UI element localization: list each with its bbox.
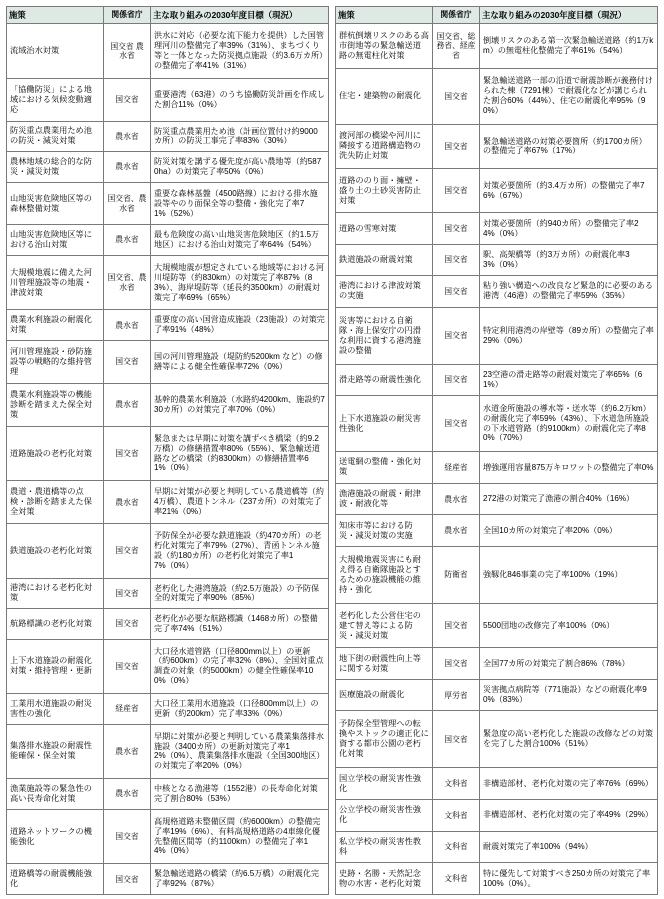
target-cell: 5500団地の改修完了率100%（0%） (480, 604, 658, 648)
ministry-cell: 国交省 (104, 524, 151, 578)
ministry-cell: 文科省 (433, 799, 480, 831)
measure-cell: 山地災害危険地区等の森林整備対策 (7, 182, 104, 224)
ministry-cell: 国交省 (104, 426, 151, 480)
measure-cell: 防災重点農業用ため池の防災・減災対策 (7, 121, 104, 152)
target-cell: 特定利用港湾の岸壁等（89カ所）の整備完了率29%（0%） (480, 307, 658, 364)
ministry-cell: 厚労省 (433, 679, 480, 710)
ministry-cell: 文科省 (433, 863, 480, 895)
measure-cell: 予防保全型管理への転換やストックの適正化に資する都市公園の老朽化対策 (336, 711, 433, 768)
table-row (7, 609, 329, 639)
table-row (7, 341, 329, 384)
header-measure: 施策 (336, 7, 433, 24)
target-cell: 緊急輸送道路一部の沿道で耐震診断が義務付けられた棟（7291棟）で耐震化などが講じられた割合60%（44%）、住宅の耐震化率95%（90%） (480, 68, 658, 124)
target-cell: 緊急輸送道路の対策必要箇所（約1700カ所）の整備完了率67%（17%） (480, 124, 658, 168)
measure-cell: 農業水利施設等の機能診断を踏まえた保全対策 (7, 383, 104, 426)
ministry-cell: 国交省 (433, 604, 480, 648)
header-target: 主な取り組みの2030年度目標（現況） (151, 7, 329, 24)
target-cell: 粘り強い構造への改良など緊急的に必要のある港湾（46港）の整備完了率59%（35%） (480, 276, 658, 308)
target-cell: 272港の対策完了漁港の割合40%（16%） (480, 483, 658, 515)
measure-cell: 港湾における津波対策の実施 (336, 276, 433, 308)
ministry-cell: 文科省 (433, 831, 480, 863)
ministry-cell: 国交省 (433, 169, 480, 213)
measure-cell: 滑走路等の耐震性強化 (336, 364, 433, 395)
table-row (336, 604, 658, 648)
measure-cell: 漁業施設等の緊急性の高い長寿命化対策 (7, 779, 104, 810)
target-cell: 予防保全が必要な鉄道施設（約470カ所）の老朽化対策完了率79%（27%）、青函トンネル施設（約180カ所）の老朽化対策完了率17%（0%） (151, 524, 329, 578)
measure-cell: 史跡・名勝・天然記念物の水害・老朽化対策 (336, 863, 433, 895)
target-cell: 特に優先して対策すべき250カ所の対策完了率100%（0%）。 (480, 863, 658, 895)
measure-cell: 道路の雪寒対策 (336, 213, 433, 244)
ministry-cell: 国交省、総務省、経産省 (433, 24, 480, 68)
table-row (7, 524, 329, 578)
target-cell: 対策必要箇所（約940カ所）の整備完了率24%（0%） (480, 213, 658, 244)
table-row (7, 426, 329, 480)
target-cell: 緊急または早期に対策を講ずべき橋梁（約9.2万橋）の修繕措置率80%（55%）、緊急輸送道路などの橋梁（約8300km）の修繕措置率61%（0%） (151, 426, 329, 480)
ministry-cell: 国交省 (433, 124, 480, 168)
measure-cell: 上下水道施設の耐震化対策・維持管理・更新 (7, 639, 104, 693)
ministry-cell: 国交省 (433, 395, 480, 451)
measure-cell: 上下水道施設の耐災害性強化 (336, 395, 433, 451)
table-row (7, 24, 329, 78)
table-row (7, 779, 329, 810)
table-row (7, 121, 329, 152)
target-cell: 早期に対策が必要と判明している農道橋等（約4万橋）、農道トンネル（237カ所）の対策完了率21%（0%） (151, 481, 329, 524)
table-row (7, 310, 329, 341)
measure-cell: 農道・農道橋等の点検・診断を踏まえた保全対策 (7, 481, 104, 524)
ministry-cell: 国交省 (433, 307, 480, 364)
target-cell: 重要度の高い国営造成施設（23施設）の対策完了率91%（48%） (151, 310, 329, 341)
ministry-cell: 農水省 (433, 483, 480, 515)
measure-cell: 私立学校の耐災害性教科 (336, 831, 433, 863)
ministry-cell: 経産省 (104, 694, 151, 725)
table-header-row (336, 7, 658, 24)
ministry-cell: 国交省 (433, 648, 480, 680)
measure-cell: 群杭倒壊リスクのある高市街地等の緊急輸送道路の無電柱化対策 (336, 24, 433, 68)
ministry-cell: 国交省 (433, 711, 480, 768)
measure-cell: 国立学校の耐災害性強化 (336, 768, 433, 800)
ministry-cell: 国交省 (104, 78, 151, 121)
ministry-cell: 農水省 (104, 724, 151, 778)
table-row (336, 276, 658, 308)
right-table-body (336, 24, 658, 895)
target-cell: 全国10カ所の対策完了率20%（0%） (480, 515, 658, 547)
table-row (336, 648, 658, 680)
measure-cell: 道路橋等の耐震機能強化 (7, 864, 104, 895)
measure-cell: 港湾における老朽化対策 (7, 578, 104, 609)
measure-cell: 鉄道施設の耐震対策 (336, 244, 433, 275)
table-row (7, 724, 329, 778)
target-cell: 水道金所施設の導水等・送水等（約6.2万km）の耐震化完了率59%（43%）、下水道急所施設の下水道管路（約9100km）の耐震化完了率80%（70%） (480, 395, 658, 451)
measure-cell: 道路施設の老朽化対策 (7, 426, 104, 480)
measure-cell: 「協働防災」による地域における気候変動適応 (7, 78, 104, 121)
header-target: 主な取り組みの2030年度目標（現況） (480, 7, 658, 24)
ministry-cell: 国交省 (104, 609, 151, 639)
measure-cell: 渡河部の橋梁や河川に隣接する道路構造物の洗失防止対策 (336, 124, 433, 168)
target-cell: 中核となる漁港等（1552港）の長寿命化対策完了割合80%（53%） (151, 779, 329, 810)
table-row (7, 152, 329, 183)
table-row (7, 578, 329, 609)
target-cell: 老朽化した港湾施設（約2.5万施設）の予防保全的対策完了率90%（85%） (151, 578, 329, 609)
ministry-cell: 国交省、農水省 (104, 182, 151, 224)
ministry-cell: 国交省 (433, 244, 480, 275)
target-cell: 重要な森林基盤（4500路線）における排水施設等やのり面保全等の整備・強化完了率71%（52%） (151, 182, 329, 224)
measure-cell: 大規模地震災害にも耐え得る自衛隊施設とするための施設機能の維持・強化 (336, 547, 433, 604)
table-row (7, 481, 329, 524)
header-ministry: 関係省庁 (433, 7, 480, 24)
ministry-cell: 国交省 (104, 341, 151, 384)
measure-cell: 河川管理施設・砂防施設等の戦略的な維持管理 (7, 341, 104, 384)
measure-cell: 老朽化した公営住宅の建て替え等による防災・減災対策 (336, 604, 433, 648)
left-table-body (7, 24, 329, 895)
target-cell: 国の河川管理施設（堤防約5200km など）の修繕等による健全性確保率72%（0%） (151, 341, 329, 384)
table-row (336, 395, 658, 451)
measure-cell: 公立学校の耐災害性強化 (336, 799, 433, 831)
target-cell: 防災対策を講ずる優先度が高い農地等（約5870ha）の対策完了率50%（0%） (151, 152, 329, 183)
table-row (336, 452, 658, 484)
header-ministry: 関係省庁 (104, 7, 151, 24)
right-table-head (336, 7, 658, 24)
measure-cell: 道路ネットワークの機能強化 (7, 809, 104, 863)
ministry-cell: 国交省 (433, 68, 480, 124)
ministry-cell: 国交省 農水省 (104, 24, 151, 78)
target-cell: 非構造部材、老朽化対策の完了率76%（69%） (480, 768, 658, 800)
table-row (336, 547, 658, 604)
measure-cell: 知床市等における防災・減災対策の実施 (336, 515, 433, 547)
measure-cell: 送電網の整備・強化対策 (336, 452, 433, 484)
target-cell: 緊急度の高い老朽化した施設の改修などの対策を完了した割合100%（51%） (480, 711, 658, 768)
ministry-cell: 農水省 (104, 152, 151, 183)
table-row (336, 483, 658, 515)
ministry-cell: 農水省 (433, 515, 480, 547)
table-row (7, 864, 329, 895)
target-cell: 防災重点農業用ため池（計画位置付け約9000カ所）の防災工事完了率83%（30%） (151, 121, 329, 152)
left-table-head (7, 7, 329, 24)
measure-cell: 山地災害危険地区等における治山対策 (7, 225, 104, 256)
ministry-cell: 文科省 (433, 768, 480, 800)
target-cell: 23空港の滑走路等の耐震対策完了率65%（61%） (480, 364, 658, 395)
measure-cell: 航路標識の老朽化対策 (7, 609, 104, 639)
target-cell: 災害拠点病院等（771施設）などの耐震化率90%（83%） (480, 679, 658, 710)
table-header-row (7, 7, 329, 24)
target-cell: 大口径水道管路（口径800mm以上）の更新（約600km）の完了率32%（8%）、全国対重点調査の対象（約5000km）の健全性確保率100%（0%） (151, 639, 329, 693)
measure-cell: 住宅・建築物の耐震化 (336, 68, 433, 124)
table-row (7, 225, 329, 256)
measure-cell: 道路ののり面・擁壁・盛り土の土砂災害防止対策 (336, 169, 433, 213)
table-row (336, 68, 658, 124)
target-cell: 重要港湾（63港）のうち協働防災計画を作成した割合11%（0%） (151, 78, 329, 121)
table-row (7, 182, 329, 224)
target-cell: 対策必要箇所（約3.4万カ所）の整備完了率76%（67%） (480, 169, 658, 213)
table-row (336, 863, 658, 895)
ministry-cell: 農水省 (104, 225, 151, 256)
ministry-cell: 農水省 (104, 383, 151, 426)
ministry-cell: 農水省 (104, 779, 151, 810)
target-cell: 老朽化が必要な航路標識（1468カ所）の整備完了率74%（51%） (151, 609, 329, 639)
measure-cell: 集落排水施設の耐震性能確保・保全対策 (7, 724, 104, 778)
measure-cell: 工業用水道施設の耐災害性の強化 (7, 694, 104, 725)
table-row (336, 799, 658, 831)
right-table (335, 6, 658, 895)
target-cell: 洪水に対応（必要な流下能力を提供）した国管理河川の整備完了率39%（31%）、まちづくり等と一体となった防災拠点施設（約3.6万カ所）の整備完了率41%（31%） (151, 24, 329, 78)
target-cell: 緊急輸送道路の橋梁（約6.5万橋）の耐震化完了率92%（87%） (151, 864, 329, 895)
target-cell: 早期に対策が必要と判明している農業集落排水施設（3400カ所）の更新対策完了率12%（0%）、農業集落排水施設（全国300地区）の対策完了率20%（0%） (151, 724, 329, 778)
target-cell: 倒壊リスクのある第一次緊急輸送道路（約1万km）の無電柱化整備完了率61%（54%） (480, 24, 658, 68)
ministry-cell: 経産省 (433, 452, 480, 484)
ministry-cell: 農水省 (104, 481, 151, 524)
ministry-cell: 防衛省 (433, 547, 480, 604)
table-row (336, 24, 658, 68)
target-cell: 強靱化846事業の完了率100%（19%） (480, 547, 658, 604)
header-measure: 施策 (7, 7, 104, 24)
target-cell: 耐震対策完了率100%（94%） (480, 831, 658, 863)
ministry-cell: 国交省 (104, 578, 151, 609)
table-row (336, 711, 658, 768)
table-row (336, 768, 658, 800)
measure-cell: 地下街の耐震性向上等に関する対策 (336, 648, 433, 680)
target-cell: 駅、高架橋等（約3万カ所）の耐震化率33%（0%） (480, 244, 658, 275)
ministry-cell: 国交省、農水省 (104, 255, 151, 309)
ministry-cell: 国交省 (433, 213, 480, 244)
table-row (336, 169, 658, 213)
table-row (336, 244, 658, 275)
target-cell: 大規模地震が想定されている地域等における河川堤防等（約830km）の対策完了率87%（83%）、海岸堤防等（延長約3500km）の耐震対策完了率69%（65%） (151, 255, 329, 309)
target-cell: 最も危険度の高い山地災害危険地区（約1.5万地区）における治山対策完了率64%（54%） (151, 225, 329, 256)
target-cell: 増強運用容量875万キロワットの整備完了率0% (480, 452, 658, 484)
table-row (336, 364, 658, 395)
table-row (336, 831, 658, 863)
measure-cell: 災害等における自衛隊・海上保安庁の円滑な利用に資する港湾施設の整備 (336, 307, 433, 364)
ministry-cell: 国交省 (433, 276, 480, 308)
measure-cell: 医療施設の耐震化 (336, 679, 433, 710)
ministry-cell: 国交省 (104, 639, 151, 693)
table-row (7, 255, 329, 309)
target-cell: 全国77カ所の対策完了割合86%（78%） (480, 648, 658, 680)
table-row (7, 809, 329, 863)
target-cell: 高規格道路未整備区間（約6000km）の整備完了率19%（6%）、有料高規格道路の4車線化優先整備区間等（約1100km）の整備完了率14%（0%） (151, 809, 329, 863)
measure-cell: 農林地域の総合的な防災・減災対策 (7, 152, 104, 183)
table-row (336, 213, 658, 244)
ministry-cell: 農水省 (104, 121, 151, 152)
ministry-cell: 農水省 (104, 310, 151, 341)
measure-cell: 漁港施設の耐震・耐津波・耐液化等 (336, 483, 433, 515)
measure-cell: 流域治水対策 (7, 24, 104, 78)
target-cell: 大口径工業用水道施設（口径800mm以上）の更新（約200km）完了率33%（0%） (151, 694, 329, 725)
table-row (7, 694, 329, 725)
table-row (7, 639, 329, 693)
ministry-cell: 国交省 (433, 364, 480, 395)
measure-cell: 大規模地震に備えた河川管理施設等の地震・津波対策 (7, 255, 104, 309)
table-row (336, 307, 658, 364)
table-row (336, 679, 658, 710)
table-row (7, 78, 329, 121)
ministry-cell: 国交省 (104, 809, 151, 863)
target-cell: 基幹的農業水利施設（水路約4200km、施設約730カ所）の対策完了率70%（0%） (151, 383, 329, 426)
measure-cell: 鉄道施設の老朽化対策 (7, 524, 104, 578)
table-row (336, 515, 658, 547)
target-cell: 非構造部材、老朽化対策の完了率49%（29%） (480, 799, 658, 831)
table-row (336, 124, 658, 168)
table-row (7, 383, 329, 426)
left-table (6, 6, 329, 895)
ministry-cell: 国交省 (104, 864, 151, 895)
measure-cell: 農業水利施設の耐震化対策 (7, 310, 104, 341)
